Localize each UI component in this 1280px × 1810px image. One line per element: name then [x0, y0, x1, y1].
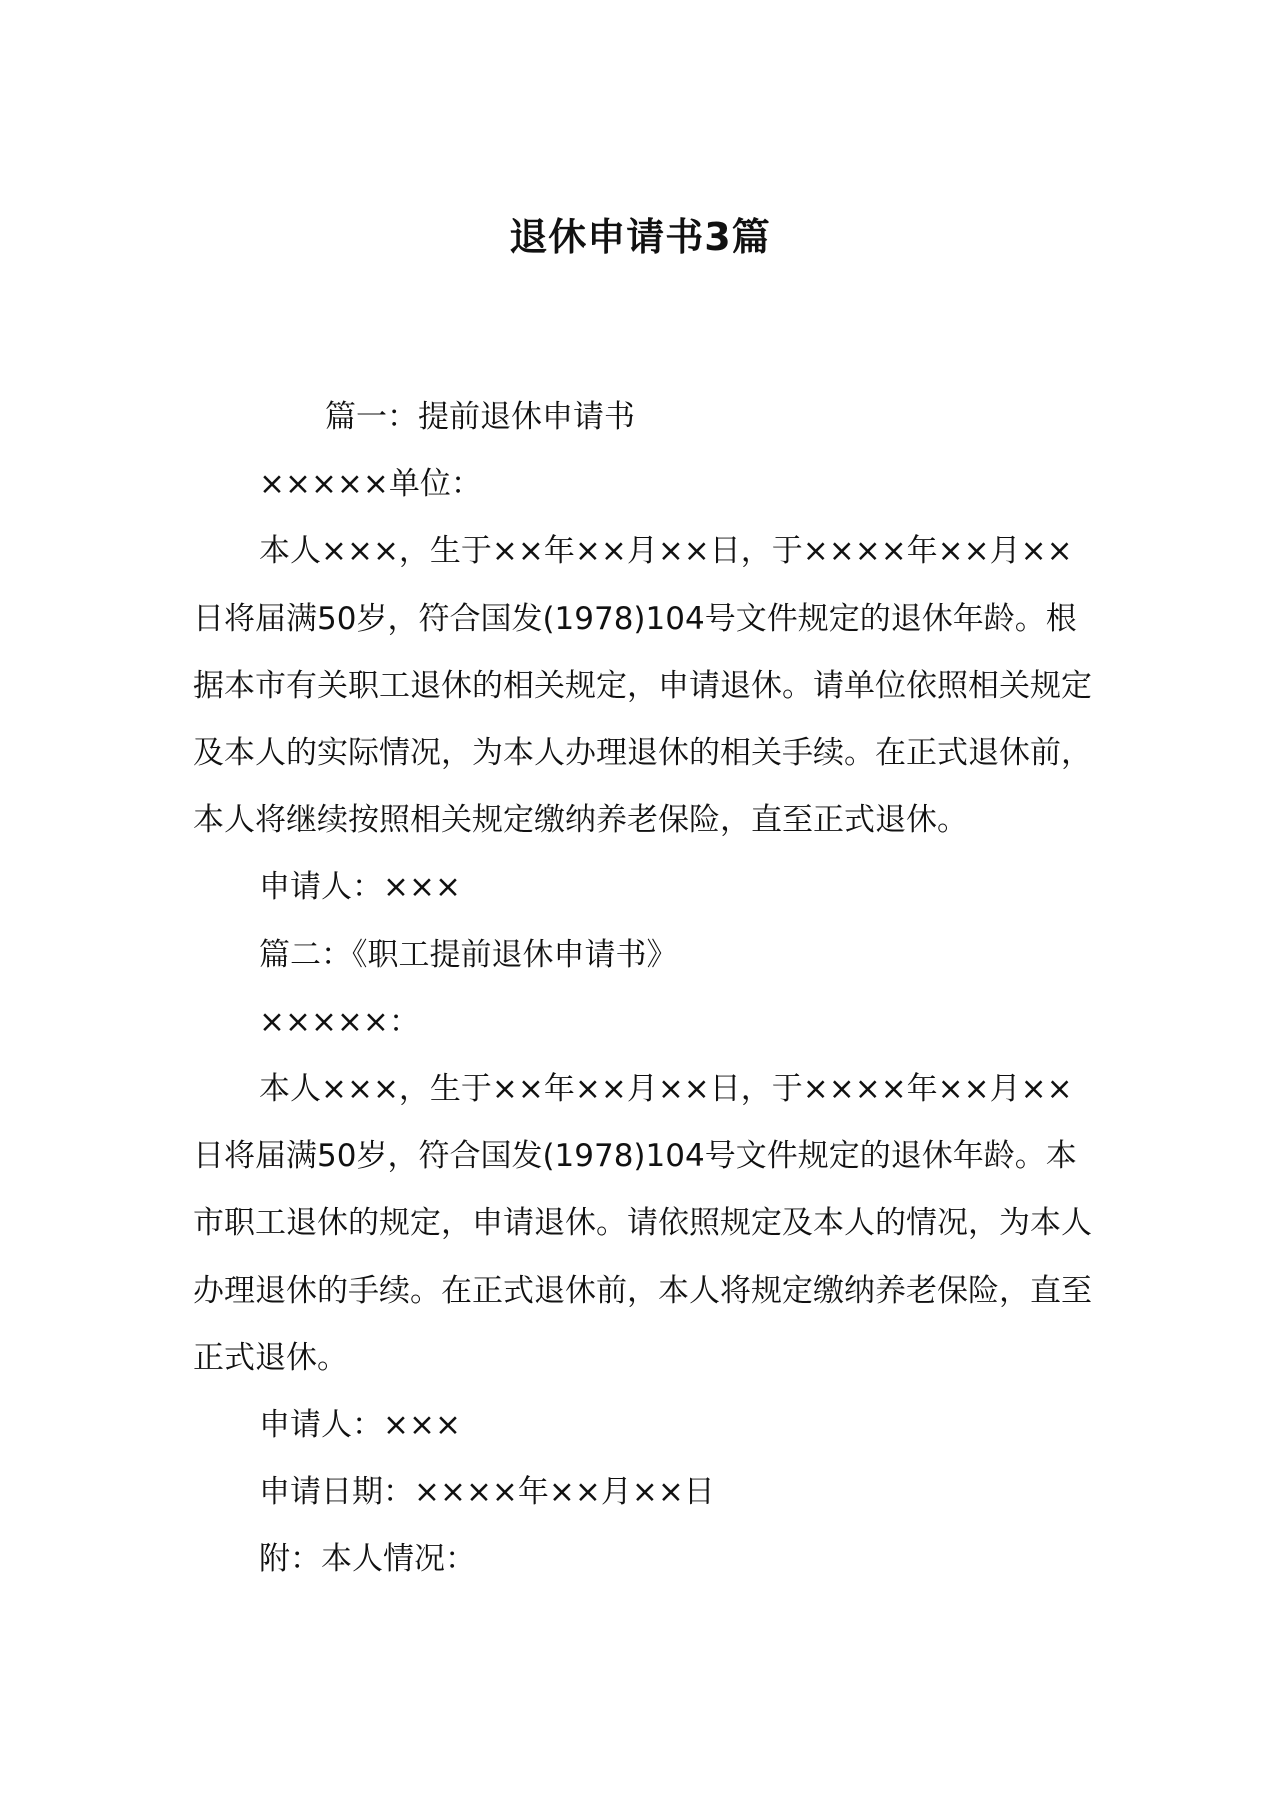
- section-1-addressee: ×××××单位：: [259, 466, 482, 503]
- section-2-applicant: 申请人：×××: [259, 1407, 461, 1444]
- section-2-body: 本人×××，生于××年××月××日，于××××年××月××日将届满50岁，符合国发(1978)104号文件规定的退休年龄。本市职工退休的规定，申请退休。请依照规定及本人的情况，为本人办理退休的手续。在正式退休前，本人将规定缴纳养老保险，直至正式退休。: [193, 1071, 1092, 1376]
- page-title: 退休申请书3篇: [509, 215, 771, 259]
- section-2-date: 申请日期：××××年××月××日: [259, 1474, 715, 1511]
- section-2-heading: 篇二：《职工提前退休申请书》: [259, 936, 678, 973]
- section-2-attachment: 附：本人情况：: [259, 1541, 476, 1578]
- section-1-heading: 篇一：提前退休申请书: [325, 399, 635, 435]
- section-2-addressee: ×××××：: [259, 1003, 420, 1040]
- section-1-applicant: 申请人：×××: [259, 869, 461, 906]
- document-body: [193, 384, 1093, 1594]
- section-1-body: 本人×××，生于××年××月××日，于××××年××月××日将届满50岁，符合国发(1978)104号文件规定的退休年龄。根据本市有关职工退休的相关规定，申请退休。请单位依照相关规定及本人的实际情况，为本人办理退休的相关手续。在正式退休前，本人将继续按照相关规定缴纳养老保险，直至正式退休。: [193, 533, 1092, 839]
